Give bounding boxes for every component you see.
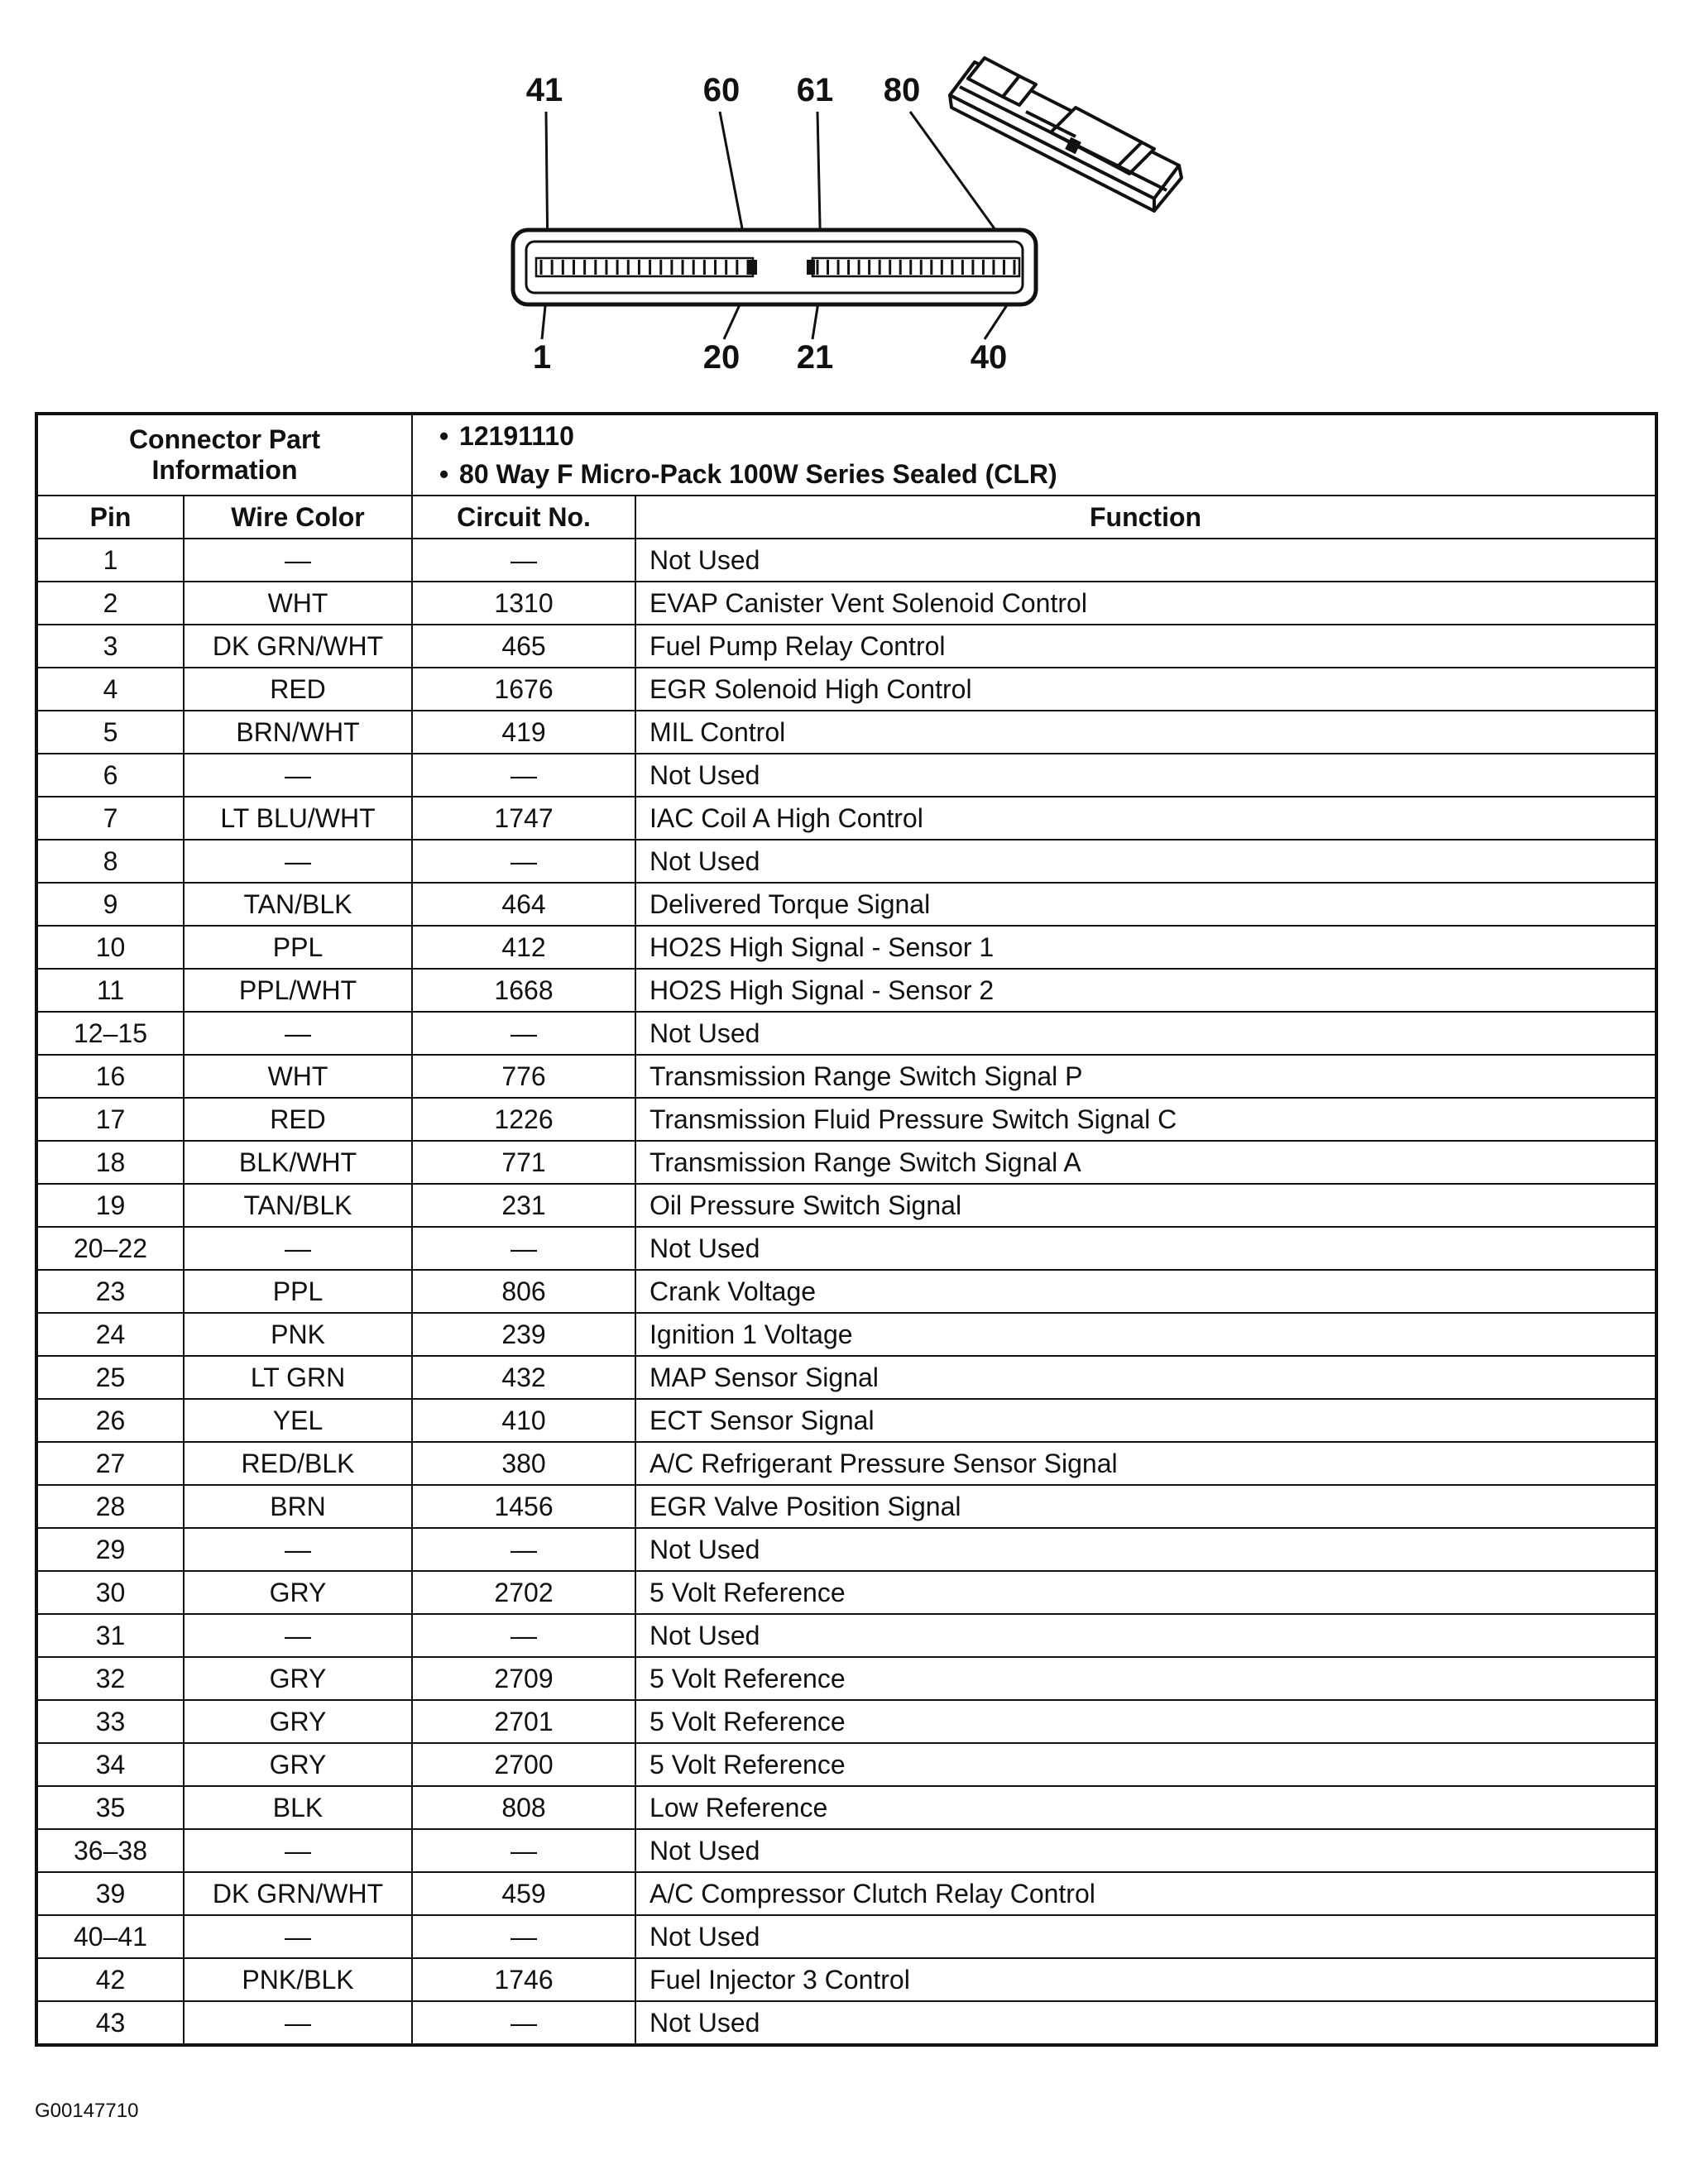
circuit-cell: 2702 (412, 1571, 635, 1614)
circuit-cell: 380 (412, 1442, 635, 1485)
table-row (36, 754, 1656, 797)
wire-color-cell: GRY (184, 1700, 412, 1743)
function-cell: Not Used (635, 539, 1656, 582)
pin-cell: 23 (36, 1270, 184, 1313)
wire-color-cell: DK GRN/WHT (184, 625, 412, 668)
table-row (36, 797, 1656, 840)
pin-cell: 18 (36, 1141, 184, 1184)
function-cell: Not Used (635, 1227, 1656, 1270)
pin-cell: 12–15 (36, 1012, 184, 1055)
pin-cell: 2 (36, 582, 184, 625)
circuit-cell: 464 (412, 883, 635, 926)
pin-cell: 7 (36, 797, 184, 840)
function-cell: HO2S High Signal - Sensor 2 (635, 969, 1656, 1012)
function-cell: Crank Voltage (635, 1270, 1656, 1313)
function-cell: EGR Valve Position Signal (635, 1485, 1656, 1528)
pin-cell: 1 (36, 539, 184, 582)
table-row (36, 1657, 1656, 1700)
function-cell: Not Used (635, 840, 1656, 883)
function-cell: EGR Solenoid High Control (635, 668, 1656, 711)
info-label-line1: Connector Part (128, 424, 321, 454)
wire-color-cell: GRY (184, 1743, 412, 1786)
pin-label-41: 41 (525, 72, 563, 108)
function-cell: Transmission Range Switch Signal A (635, 1141, 1656, 1184)
pin-cell: 10 (36, 926, 184, 969)
circuit-cell: 2701 (412, 1700, 635, 1743)
function-cell: Fuel Injector 3 Control (635, 1958, 1656, 2001)
function-cell: Not Used (635, 1012, 1656, 1055)
circuit-cell: 1747 (412, 797, 635, 840)
function-cell: MIL Control (635, 711, 1656, 754)
header-pin: Pin (36, 496, 184, 539)
function-cell: A/C Compressor Clutch Relay Control (635, 1872, 1656, 1915)
wire-color-cell: BLK/WHT (184, 1141, 412, 1184)
wire-color-cell: — (184, 1528, 412, 1571)
wire-color-cell: LT GRN (184, 1356, 412, 1399)
table-row (36, 1872, 1656, 1915)
circuit-cell: 1226 (412, 1098, 635, 1141)
pin-label-80: 80 (883, 72, 921, 108)
table-row (36, 1915, 1656, 1958)
pin-rows (36, 539, 1656, 2045)
connector-perspective-icon (950, 58, 1182, 211)
pin-label-20: 20 (702, 339, 741, 376)
wire-color-cell: BRN/WHT (184, 711, 412, 754)
circuit-cell: 231 (412, 1184, 635, 1227)
wire-color-cell: LT BLU/WHT (184, 797, 412, 840)
pin-cell: 31 (36, 1614, 184, 1657)
header-function: Function (635, 496, 1656, 539)
table-row (36, 539, 1656, 582)
wire-color-cell: RED (184, 1098, 412, 1141)
function-cell: Fuel Pump Relay Control (635, 625, 1656, 668)
circuit-cell: — (412, 1915, 635, 1958)
table-row (36, 1356, 1656, 1399)
wire-color-cell: — (184, 1012, 412, 1055)
function-cell: MAP Sensor Signal (635, 1356, 1656, 1399)
circuit-cell: — (412, 840, 635, 883)
circuit-cell: 776 (412, 1055, 635, 1098)
table-row (36, 1442, 1656, 1485)
table-row (36, 1528, 1656, 1571)
column-header-row (36, 496, 1656, 539)
pin-label-61: 61 (796, 72, 834, 108)
pin-cell: 32 (36, 1657, 184, 1700)
wire-color-cell: PPL (184, 1270, 412, 1313)
connector-face-icon (513, 230, 1036, 304)
wire-color-cell: — (184, 1829, 412, 1872)
pin-cell: 36–38 (36, 1829, 184, 1872)
pin-cell: 5 (36, 711, 184, 754)
function-cell: 5 Volt Reference (635, 1657, 1656, 1700)
circuit-cell: — (412, 2001, 635, 2045)
wire-color-cell: — (184, 1227, 412, 1270)
header-circuit-no: Circuit No. (412, 496, 635, 539)
pin-label-40: 40 (970, 339, 1008, 376)
function-cell: Delivered Torque Signal (635, 883, 1656, 926)
table-row (36, 1055, 1656, 1098)
info-label-line2: Information (151, 455, 298, 485)
circuit-cell: 239 (412, 1313, 635, 1356)
table-row (36, 1141, 1656, 1184)
function-cell: 5 Volt Reference (635, 1743, 1656, 1786)
table-row (36, 2001, 1656, 2045)
wire-color-cell: WHT (184, 582, 412, 625)
circuit-cell: 806 (412, 1270, 635, 1313)
table-row (36, 1700, 1656, 1743)
function-cell: 5 Volt Reference (635, 1700, 1656, 1743)
pin-cell: 3 (36, 625, 184, 668)
wire-color-cell: PPL/WHT (184, 969, 412, 1012)
pin-cell: 43 (36, 2001, 184, 2045)
function-cell: Not Used (635, 2001, 1656, 2045)
wire-color-cell: — (184, 2001, 412, 2045)
table-row (36, 1012, 1656, 1055)
table-row (36, 1485, 1656, 1528)
wire-color-cell: TAN/BLK (184, 1184, 412, 1227)
header-wire-color: Wire Color (184, 496, 412, 539)
table-row (36, 840, 1656, 883)
function-cell: Not Used (635, 1528, 1656, 1571)
pin-cell: 34 (36, 1743, 184, 1786)
circuit-cell: 412 (412, 926, 635, 969)
function-cell: IAC Coil A High Control (635, 797, 1656, 840)
table-row (36, 1184, 1656, 1227)
function-cell: ECT Sensor Signal (635, 1399, 1656, 1442)
table-row (36, 1829, 1656, 1872)
pin-cell: 20–22 (36, 1227, 184, 1270)
table-row (36, 1313, 1656, 1356)
table-row (36, 1786, 1656, 1829)
function-cell: Not Used (635, 754, 1656, 797)
table-row (36, 926, 1656, 969)
connector-part-info-label (36, 414, 412, 496)
wire-color-cell: TAN/BLK (184, 883, 412, 926)
function-cell: Transmission Fluid Pressure Switch Signal C (635, 1098, 1656, 1141)
function-cell: Not Used (635, 1915, 1656, 1958)
circuit-cell: 2700 (412, 1743, 635, 1786)
circuit-cell: — (412, 539, 635, 582)
wire-color-cell: PNK/BLK (184, 1958, 412, 2001)
wire-color-cell: — (184, 840, 412, 883)
circuit-cell: 771 (412, 1141, 635, 1184)
function-cell: Not Used (635, 1614, 1656, 1657)
pin-cell: 11 (36, 969, 184, 1012)
table-row (36, 1098, 1656, 1141)
pin-cell: 8 (36, 840, 184, 883)
table-row (36, 668, 1656, 711)
function-cell: Ignition 1 Voltage (635, 1313, 1656, 1356)
circuit-cell: 1676 (412, 668, 635, 711)
pin-cell: 28 (36, 1485, 184, 1528)
circuit-cell: — (412, 1829, 635, 1872)
table-row (36, 1571, 1656, 1614)
wire-color-cell: YEL (184, 1399, 412, 1442)
pin-cell: 35 (36, 1786, 184, 1829)
function-cell: Transmission Range Switch Signal P (635, 1055, 1656, 1098)
pin-cell: 16 (36, 1055, 184, 1098)
wire-color-cell: RED/BLK (184, 1442, 412, 1485)
pin-label-60: 60 (702, 72, 741, 108)
table-row (36, 1399, 1656, 1442)
connector-table-container (35, 412, 1655, 2047)
wire-color-cell: — (184, 539, 412, 582)
wire-color-cell: DK GRN/WHT (184, 1872, 412, 1915)
part-number: • 12191110 (459, 417, 1655, 455)
pin-cell: 27 (36, 1442, 184, 1485)
circuit-cell: 410 (412, 1399, 635, 1442)
pin-cell: 4 (36, 668, 184, 711)
wire-color-cell: GRY (184, 1571, 412, 1614)
function-cell: HO2S High Signal - Sensor 1 (635, 926, 1656, 969)
table-row (36, 582, 1656, 625)
circuit-cell: 432 (412, 1356, 635, 1399)
pin-cell: 19 (36, 1184, 184, 1227)
wire-color-cell: GRY (184, 1657, 412, 1700)
circuit-cell: — (412, 1012, 635, 1055)
pin-cell: 17 (36, 1098, 184, 1141)
function-cell: A/C Refrigerant Pressure Sensor Signal (635, 1442, 1656, 1485)
connector-part-info-values (412, 414, 1656, 496)
circuit-cell: — (412, 1528, 635, 1571)
circuit-cell: 808 (412, 1786, 635, 1829)
pin-cell: 30 (36, 1571, 184, 1614)
pin-cell: 9 (36, 883, 184, 926)
circuit-cell: 1746 (412, 1958, 635, 2001)
pin-cell: 39 (36, 1872, 184, 1915)
table-row (36, 1270, 1656, 1313)
wire-color-cell: BRN (184, 1485, 412, 1528)
circuit-cell: 459 (412, 1872, 635, 1915)
table-row (36, 1958, 1656, 2001)
circuit-cell: 419 (412, 711, 635, 754)
table-row (36, 1614, 1656, 1657)
pin-cell: 24 (36, 1313, 184, 1356)
pin-cell: 25 (36, 1356, 184, 1399)
wire-color-cell: — (184, 1915, 412, 1958)
circuit-cell: 465 (412, 625, 635, 668)
wire-color-cell: BLK (184, 1786, 412, 1829)
function-cell: Low Reference (635, 1786, 1656, 1829)
function-cell: Oil Pressure Switch Signal (635, 1184, 1656, 1227)
circuit-cell: — (412, 754, 635, 797)
pin-cell: 33 (36, 1700, 184, 1743)
table-row (36, 969, 1656, 1012)
pin-cell: 42 (36, 1958, 184, 2001)
pin-label-1: 1 (532, 339, 552, 376)
pin-cell: 40–41 (36, 1915, 184, 1958)
figure-id: G00147710 (35, 2100, 139, 2122)
connector-diagram (0, 0, 1692, 397)
circuit-cell: — (412, 1227, 635, 1270)
table-row (36, 1227, 1656, 1270)
table-row (36, 883, 1656, 926)
circuit-cell: 2709 (412, 1657, 635, 1700)
function-cell: 5 Volt Reference (635, 1571, 1656, 1614)
function-cell: EVAP Canister Vent Solenoid Control (635, 582, 1656, 625)
pin-label-21: 21 (796, 339, 834, 376)
wire-color-cell: WHT (184, 1055, 412, 1098)
table-row (36, 625, 1656, 668)
circuit-cell: 1456 (412, 1485, 635, 1528)
connector-pinout-table (35, 412, 1658, 2047)
connector-description: • 80 Way F Micro-Pack 100W Series Sealed (CLR) (459, 455, 1655, 493)
pin-cell: 29 (36, 1528, 184, 1571)
table-row (36, 711, 1656, 754)
connector-info-row (36, 414, 1656, 496)
wire-color-cell: PPL (184, 926, 412, 969)
wire-color-cell: — (184, 1614, 412, 1657)
wire-color-cell: — (184, 754, 412, 797)
table-row (36, 1743, 1656, 1786)
pin-cell: 26 (36, 1399, 184, 1442)
function-cell: Not Used (635, 1829, 1656, 1872)
circuit-cell: 1668 (412, 969, 635, 1012)
wire-color-cell: PNK (184, 1313, 412, 1356)
wire-color-cell: RED (184, 668, 412, 711)
circuit-cell: 1310 (412, 582, 635, 625)
pin-cell: 6 (36, 754, 184, 797)
circuit-cell: — (412, 1614, 635, 1657)
